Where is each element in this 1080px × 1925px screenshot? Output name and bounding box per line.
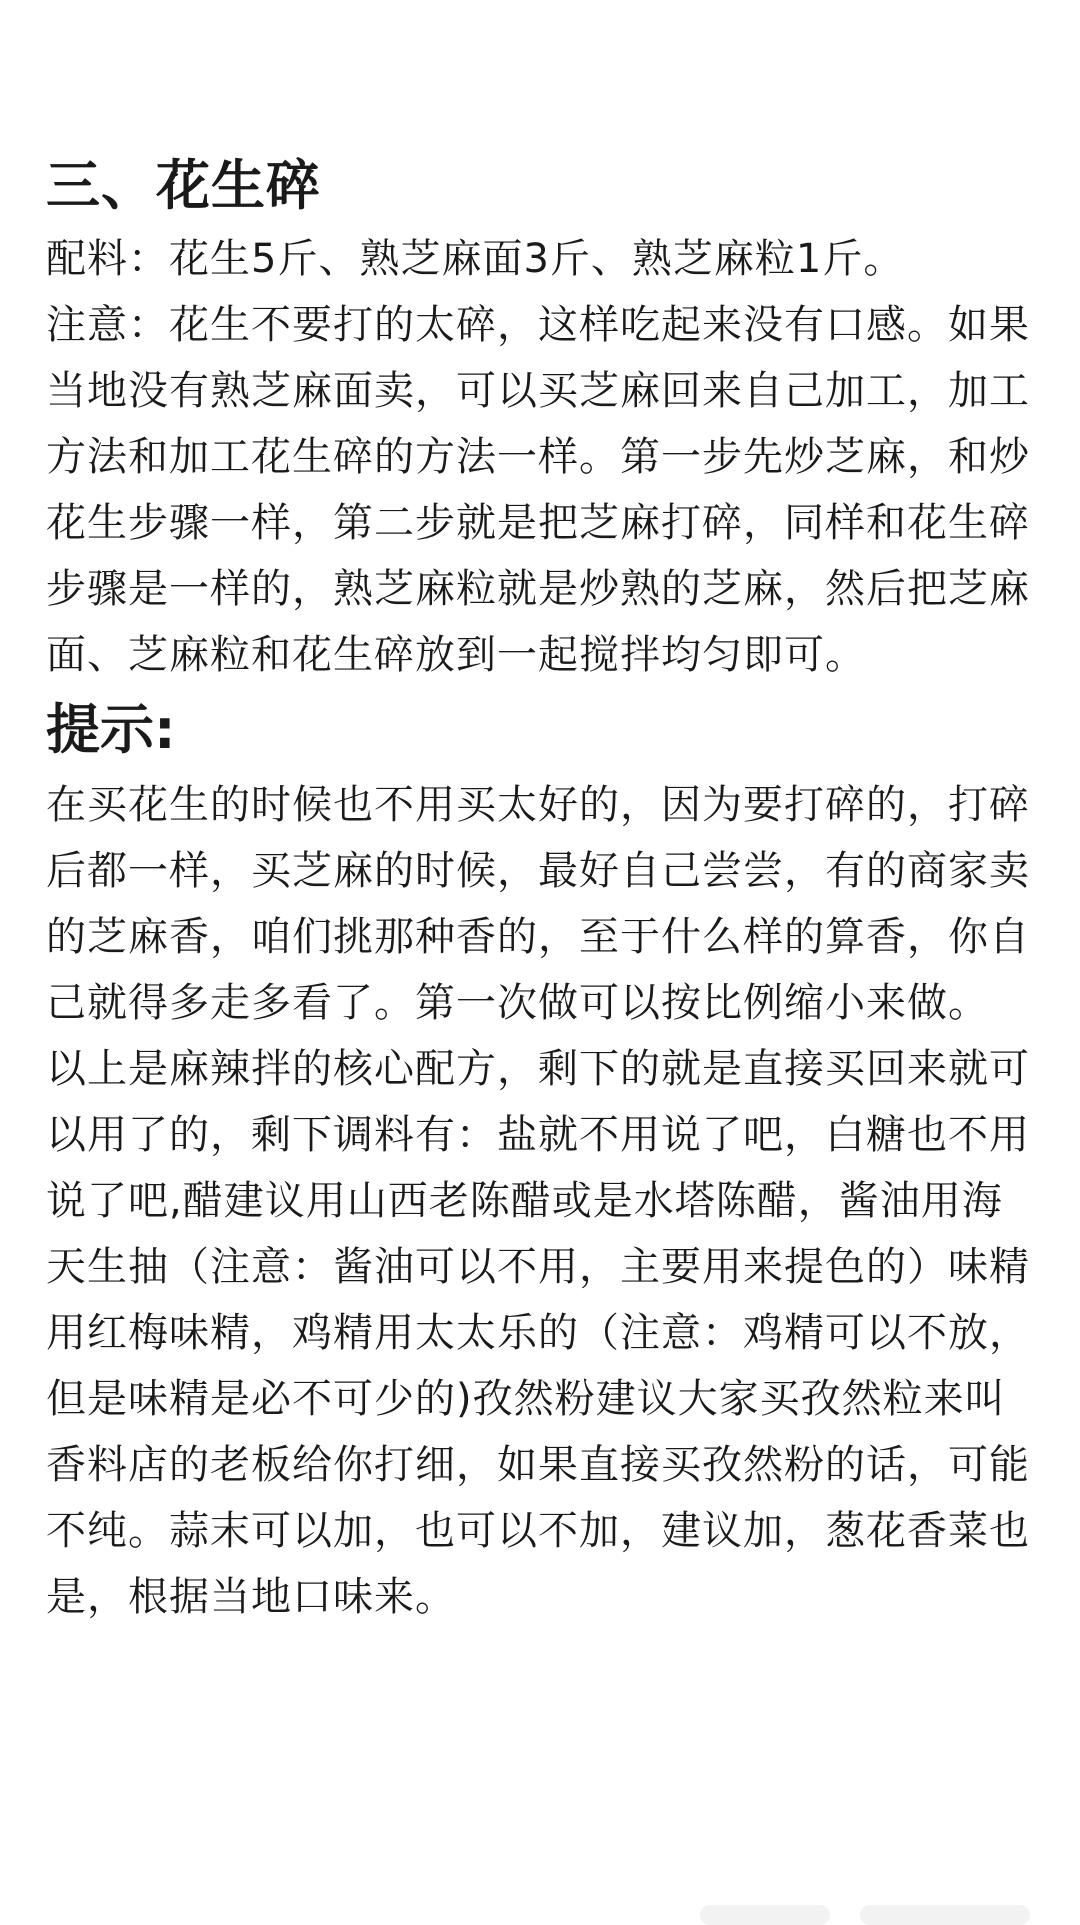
bottom-action-left[interactable] [700, 1905, 830, 1925]
section-title: 三、花生碎 [46, 154, 321, 217]
bottom-action-right[interactable] [860, 1905, 1030, 1925]
tips-paragraph-1: 在买花生的时候也不用买太好的，因为要打碎的，打碎后都一样，买芝麻的时候，最好自己尝尝，有的商家卖的芝麻香，咱们挑那种香的，至于什么样的算香，你自己就得多走多看了。第一次做可以按比例缩小来做。 [46, 782, 1030, 1026]
note-text: 注意：花生不要打的太碎，这样吃起来没有口感。如果当地没有熟芝麻面卖，可以买芝麻回来自己加工，加工方法和加工花生碎的方法一样。第一步先炒芝麻，和炒花生步骤一样，第二步就是把芝麻打碎，同样和花生碎步骤是一样的，熟芝麻粒就是炒熟的芝麻，然后把芝麻面、芝麻粒和花生碎放到一起搅拌均匀即可。 [46, 302, 1030, 678]
ingredients-text: 配料：花生5斤、熟芝麻面3斤、熟芝麻粒1斤。 [46, 236, 905, 282]
article-body [46, 150, 1036, 1630]
tips-title: 提示: [46, 698, 176, 761]
tips-paragraph-2: 以上是麻辣拌的核心配方，剩下的就是直接买回来就可以用了的，剩下调料有：盐就不用说了吧，白糖也不用说了吧,醋建议用山西老陈醋或是水塔陈醋，酱油用海天生抽（注意：酱油可以不用，主要用来提色的）味精用红梅味精，鸡精用太太乐的（注意：鸡精可以不放，但是味精是必不可少的)孜然粉建议大家买孜然粒来叫香料店的老板给你打细，如果直接买孜然粉的话，可能不纯。蒜末可以加，也可以不加，建议加，葱花香菜也是，根据当地口味来。 [46, 1046, 1030, 1620]
